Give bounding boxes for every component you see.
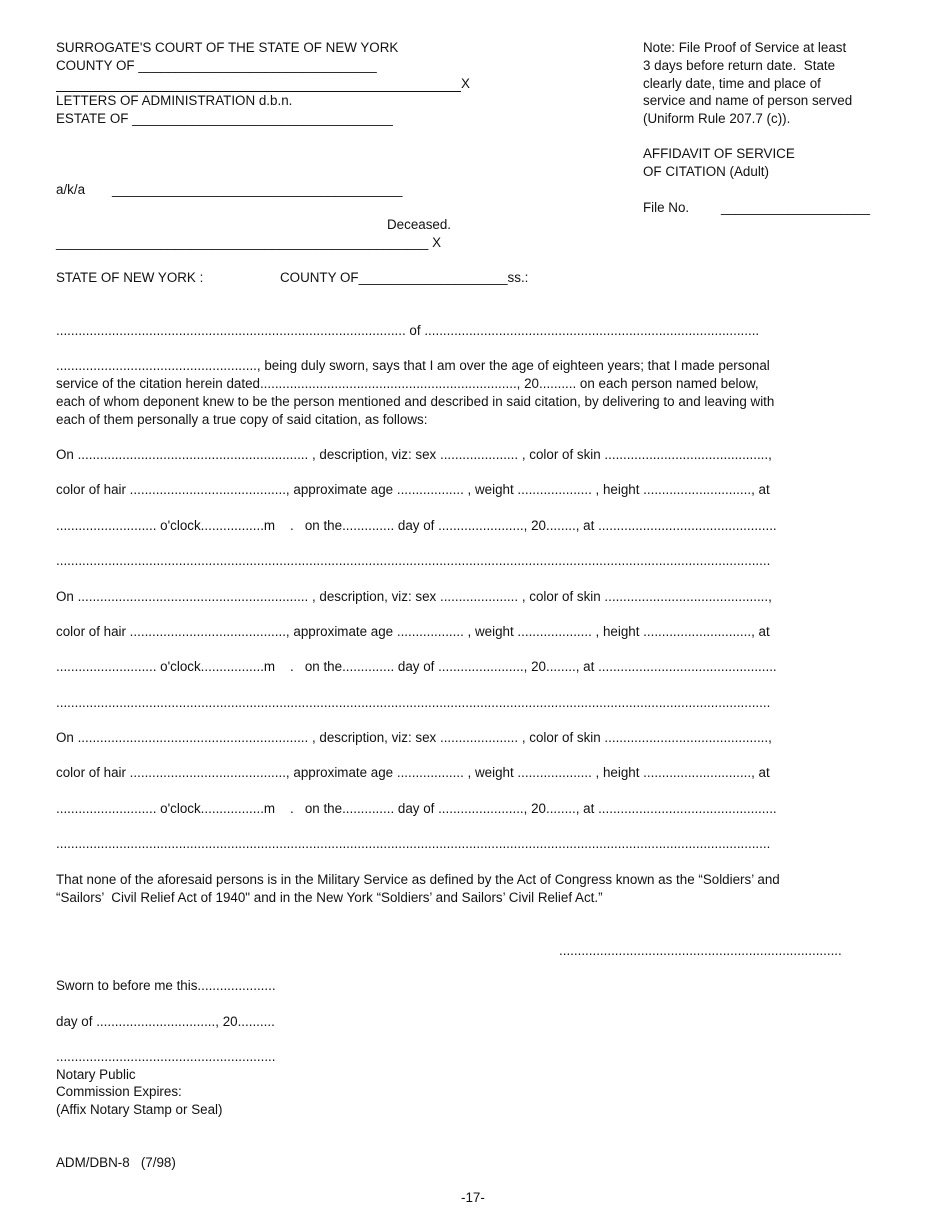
person-description-line: color of hair .........................................., approximate age .................. , weight .................... , height ............................., at: [56, 482, 770, 497]
person-description-line: On .............................................................. , description, viz: sex ..................... , color of skin ............................................,: [56, 730, 772, 745]
notary-stamp-note: (Affix Notary Stamp or Seal): [56, 1102, 223, 1117]
sworn-before-me: Sworn to before me this.....................: [56, 978, 276, 993]
venue-state: STATE OF NEW YORK :: [56, 270, 204, 285]
person-place-line: ................................................................................................................................................................................................: [56, 695, 771, 710]
commission-expires: Commission Expires:: [56, 1084, 182, 1099]
county-field: COUNTY OF ________________________________: [56, 58, 377, 73]
caption-bottom-line: __________________________________________________ X: [56, 235, 442, 250]
aka-label: a/k/a: [56, 182, 86, 197]
form-id: ADM/DBN-8 (7/98): [56, 1155, 176, 1170]
file-no-field: ____________________: [721, 200, 870, 215]
sworn-paragraph-line: service of the citation herein dated....................................................................., 20.......... on each person named below,: [56, 376, 759, 391]
filing-note-line: 3 days before return date. State: [643, 58, 836, 73]
person-description-line: color of hair .........................................., approximate age .................. , weight .................... , height ............................., at: [56, 765, 770, 780]
military-statement-line: “Sailors’ Civil Relief Act of 1940" and in the New York “Soldiers’ and Sailors’ Civil Relief Act.”: [56, 890, 603, 905]
person-description-line: color of hair .........................................., approximate age .................. , weight .................... , height ............................., at: [56, 624, 770, 639]
filing-note-line: clearly date, time and place of: [643, 76, 821, 91]
letters-of-administration: LETTERS OF ADMINISTRATION d.b.n.: [56, 93, 293, 108]
person-description-line: On .............................................................. , description, viz: sex ..................... , color of skin ............................................,: [56, 589, 772, 604]
venue-county: COUNTY OF____________________ss.:: [280, 270, 529, 285]
deponent-line: .............................................................................................. of ..........................................................................................: [56, 323, 760, 338]
sworn-paragraph-line: ......................................................, being duly sworn, says that I am over the age of eighteen years; that I made personal: [56, 358, 770, 373]
filing-note-line: (Uniform Rule 207.7 (c)).: [643, 111, 791, 126]
file-no-label: File No.: [643, 200, 690, 215]
notary-signature-line: ...........................................................: [56, 1049, 276, 1064]
form-subtitle: OF CITATION (Adult): [643, 164, 769, 179]
deponent-signature-line: ............................................................................: [559, 943, 842, 958]
notary-title: Notary Public: [56, 1067, 136, 1082]
filing-note-line: Note: File Proof of Service at least: [643, 40, 847, 55]
deceased-label: Deceased.: [387, 217, 452, 232]
person-place-line: ................................................................................................................................................................................................: [56, 553, 771, 568]
person-place-line: ................................................................................................................................................................................................: [56, 836, 771, 851]
person-time-line: ........................... o'clock.................m . on the.............. day of ......................., 20........, at ................................................: [56, 801, 777, 816]
person-time-line: ........................... o'clock.................m . on the.............. day of ......................., 20........, at ................................................: [56, 518, 777, 533]
sworn-paragraph-line: each of whom deponent knew to be the person mentioned and described in said citation, by delivering to and leaving with: [56, 394, 775, 409]
sworn-paragraph-line: each of them personally a true copy of said citation, as follows:: [56, 412, 428, 427]
caption-x-mark: X: [461, 76, 470, 91]
person-description-line: On .............................................................. , description, viz: sex ..................... , color of skin ............................................,: [56, 447, 772, 462]
sworn-date: day of ................................, 20..........: [56, 1014, 275, 1029]
page-number: -17-: [461, 1190, 485, 1205]
aka-field: _______________________________________: [112, 182, 403, 197]
estate-field: ESTATE OF ___________________________________: [56, 111, 393, 126]
person-time-line: ........................... o'clock.................m . on the.............. day of ......................., 20........, at ................................................: [56, 659, 777, 674]
court-name: SURROGATE'S COURT OF THE STATE OF NEW YORK: [56, 40, 399, 55]
form-title: AFFIDAVIT OF SERVICE: [643, 146, 795, 161]
military-statement-line: That none of the aforesaid persons is in the Military Service as defined by the Act of Congress known as the “Soldiers’ and: [56, 872, 780, 887]
filing-note-line: service and name of person served: [643, 93, 853, 108]
